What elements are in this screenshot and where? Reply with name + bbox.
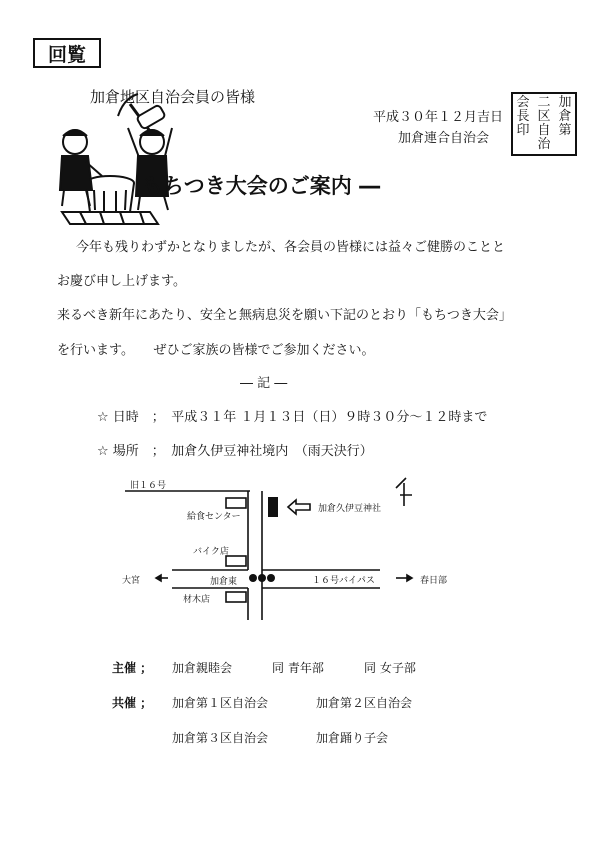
- ki-heading: ― 記 ―: [240, 376, 288, 391]
- traffic-signal-icon: [249, 574, 275, 582]
- cohost-3: 加倉第３区自治会: [172, 731, 269, 745]
- map-label-omiya: 大宮: [122, 576, 141, 586]
- omiya-arrow-head: [156, 575, 161, 581]
- stamp-col-2: 二区自治: [537, 95, 551, 152]
- shrine-marker: [268, 497, 278, 517]
- host-1: 加倉親睦会: [172, 661, 233, 675]
- body-line-4: を行います。 ぜひご家族の皆様でご参加ください。: [57, 343, 375, 358]
- map-label-old16: 旧１６号: [130, 481, 167, 491]
- kairan-badge: 回覧: [33, 38, 101, 68]
- event-datetime: ☆ 日時 ； 平成３１年 １月１３日（日）９時３０分～１２時まで: [97, 410, 488, 425]
- host-2: 同 青年部: [272, 661, 324, 675]
- kasukabe-arrow-head: [407, 575, 412, 581]
- map-label-shrine: 加倉久伊豆神社: [318, 504, 382, 514]
- cohost-2: 加倉第２区自治会: [316, 696, 413, 710]
- stamp-col-1: 加倉第: [558, 95, 572, 138]
- body-line-2: お慶び申し上げます。: [57, 274, 186, 289]
- cohost-label: 共催 ；: [112, 696, 153, 710]
- bike-shop-building: [226, 556, 246, 566]
- notice-title: もちつき大会のご案内 ―: [142, 174, 381, 198]
- body-line-1: 今年も残りわずかとなりましたが、各会員の皆様には益々ご健勝のことと: [76, 240, 506, 255]
- notice-date: 平成３０年１２月吉日: [373, 110, 504, 125]
- lumber-shop-building: [226, 592, 246, 602]
- sender-name: 加倉連合自治会: [398, 131, 490, 146]
- map-label-kyushoku: 給食センター: [187, 512, 241, 522]
- addressee: 加倉地区自治会員の皆様: [90, 88, 256, 106]
- map-label-kasukabe: 春日部: [420, 576, 448, 586]
- host-label: 主催 ；: [112, 661, 153, 675]
- cohost-1: 加倉第１区自治会: [172, 696, 269, 710]
- cohost-4: 加倉踊り子会: [316, 731, 389, 745]
- map-label-bike: バイク店: [193, 547, 229, 557]
- map-label-zaimoku: 材木店: [183, 595, 211, 605]
- shrine-arrow: [288, 500, 310, 514]
- host-3: 同 女子部: [364, 661, 416, 675]
- body-line-3: 来るべき新年にあたり、安全と無病息災を願い下記のとおり「もちつき大会」: [57, 308, 512, 323]
- map-label-bypass: １６号バイパス: [312, 576, 375, 586]
- kyushoku-building: [226, 498, 246, 508]
- event-place: ☆ 場所 ； 加倉久伊豆神社境内 （雨天決行）: [97, 444, 373, 459]
- stamp-col-3: 会長印: [516, 95, 530, 138]
- map-label-kakura-higashi: 加倉東: [210, 577, 238, 587]
